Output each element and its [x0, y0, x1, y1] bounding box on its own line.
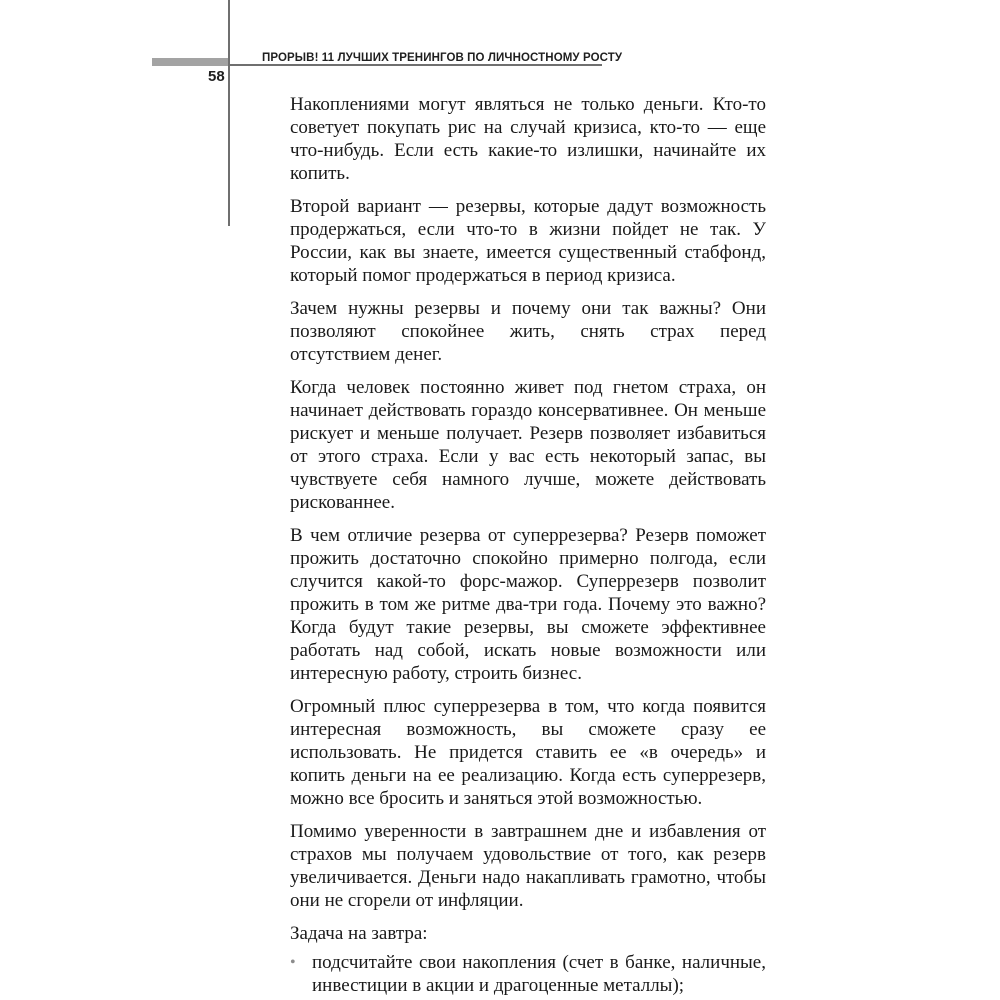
- paragraph-2: Второй вариант — резервы, которые дадут возможность продержаться, если что-то в жизни пойдет не так. У России, как вы знаете, имеется существенный стабфонд, который помог продержаться в период кризиса.: [290, 196, 766, 286]
- paragraph-5: В чем отличие резерва от суперрезерва? Резерв поможет прожить достаточно спокойно примерно полгода, если случится какой-то форс-мажор. Суперрезерв позволит прожить в том же ритме два-три года. Почему это важно? Когда будут такие резервы, вы сможете эффективнее работать над собой, искать новые возможности или интересную работу, строить бизнес.: [290, 525, 766, 684]
- list-item: [290, 951, 766, 997]
- margin-vertical-rule: [228, 0, 230, 226]
- paragraph-1: Накоплениями могут являться не только деньги. Кто-то советует покупать рис на случай кризиса, кто-то — еще что-нибудь. Если есть какие-то излишки, начинайте их копить.: [290, 94, 766, 184]
- running-head: ПРОРЫВ! 11 ЛУЧШИХ ТРЕНИНГОВ ПО ЛИЧНОСТНОМУ РОСТУ: [262, 52, 623, 64]
- paragraph-3: Зачем нужны резервы и почему они так важны? Они позволяют спокойнее жить, снять страх перед отсутствием денег.: [290, 298, 766, 365]
- page-number: 58: [208, 68, 225, 85]
- paragraph-7: Помимо уверенности в завтрашнем дне и избавления от страхов мы получаем удовольствие от того, как резерв увеличивается. Деньги надо накапливать грамотно, чтобы они не сгорели от инфляции.: [290, 821, 766, 911]
- task-list: [290, 951, 766, 997]
- header-rule: [230, 64, 602, 66]
- list-item-text: подсчитайте свои накопления (счет в банке, наличные, инвестиции в акции и драгоценные металлы);: [312, 952, 766, 996]
- paragraph-4: Когда человек постоянно живет под гнетом страха, он начинает действовать гораздо консервативнее. Он меньше рискует и меньше получает. Резерв позволяет избавиться от этого страха. Если у вас есть некоторый запас, вы чувствуете себя намного лучше, можете действовать рискованнее.: [290, 377, 766, 513]
- body-text: [290, 93, 766, 997]
- header-gray-bar: [152, 58, 228, 66]
- paragraph-6: Огромный плюс суперрезерва в том, что когда появится интересная возможность, вы сможете сразу ее использовать. Не придется ставить ее «в очередь» и копить деньги на ее реализацию. Когда есть суперрезерв, можно все бросить и заняться этой возможностью.: [290, 696, 766, 809]
- bullet-icon: •: [290, 954, 296, 971]
- task-label: Задача на завтра:: [290, 923, 428, 944]
